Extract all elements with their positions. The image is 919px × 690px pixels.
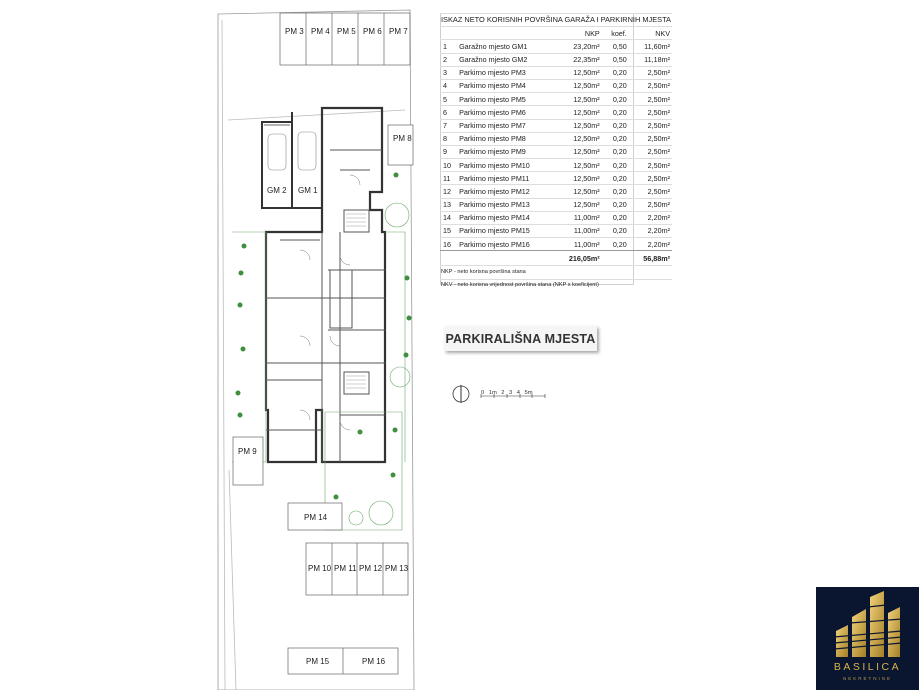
parking-row-top (280, 13, 410, 65)
row-number: 1 (440, 40, 458, 53)
pm16-label: PM 16 (362, 657, 386, 666)
row-name: Parkirno mjesto PM15 (458, 225, 551, 238)
table-row (440, 132, 672, 145)
row-number: 15 (440, 225, 458, 238)
row-number: 6 (440, 106, 458, 119)
basilica-logo (816, 587, 919, 690)
row-name: Parkirno mjesto PM16 (458, 238, 551, 251)
table-row (440, 145, 672, 158)
row-number: 2 (440, 53, 458, 66)
row-nkp: 23,20m² (551, 40, 601, 53)
row-koef: 0,20 (601, 79, 628, 92)
row-koef: 0,20 (601, 132, 628, 145)
row-koef: 0,50 (601, 53, 628, 66)
building-outline (266, 108, 385, 462)
row-nkv: 2,50m² (628, 172, 672, 185)
row-nkp: 22,35m² (551, 53, 601, 66)
section-banner: PARKIRALIŠNA MJESTA (444, 326, 597, 351)
row-nkv: 2,50m² (628, 66, 672, 79)
row-koef: 0,20 (601, 106, 628, 119)
table-row (440, 53, 672, 66)
scale-bar (450, 383, 550, 413)
row-nkv: 2,50m² (628, 145, 672, 158)
area-table (440, 13, 672, 292)
row-koef: 0,50 (601, 40, 628, 53)
row-nkv: 11,60m² (628, 40, 672, 53)
pm10-label: PM 10 (308, 564, 332, 573)
gm1-label: GM 1 (298, 186, 318, 195)
row-name: Parkirno mjesto PM11 (458, 172, 551, 185)
pm5-label: PM 5 (337, 27, 356, 36)
logo-subtitle: NEKRETNINE (842, 676, 892, 681)
row-name: Parkirno mjesto PM9 (458, 145, 551, 158)
row-koef: 0,20 (601, 238, 628, 251)
interior-walls (266, 150, 385, 462)
table-row (440, 40, 672, 53)
pm6-label: PM 6 (363, 27, 382, 36)
row-nkv: 2,50m² (628, 79, 672, 92)
row-name: Parkirno mjesto PM3 (458, 66, 551, 79)
row-number: 3 (440, 66, 458, 79)
total-nkv: 56,88m² (628, 251, 672, 266)
row-name: Parkirno mjesto PM12 (458, 185, 551, 198)
table-row (440, 93, 672, 106)
row-number: 4 (440, 79, 458, 92)
row-nkp: 12,50m² (551, 159, 601, 172)
scale-labels (481, 390, 537, 396)
total-nkp: 216,05m² (551, 251, 601, 266)
row-nkv: 2,20m² (628, 225, 672, 238)
row-name: Garažno mjesto GM1 (458, 40, 551, 53)
row-nkp: 11,00m² (551, 238, 601, 251)
row-number: 5 (440, 93, 458, 106)
row-nkv: 2,50m² (628, 185, 672, 198)
scale-label: 5m (524, 390, 533, 396)
pm9-bay (233, 437, 263, 485)
row-name: Parkirno mjesto PM4 (458, 79, 551, 92)
row-koef: 0,20 (601, 145, 628, 158)
pm13-label: PM 13 (385, 564, 409, 573)
row-nkp: 12,50m² (551, 119, 601, 132)
table-title: ISKAZ NETO KORISNIH POVRŠINA GARAŽA I PARKIRNIH MJESTA (440, 14, 672, 27)
table-totals-row (440, 251, 672, 266)
pm14-label: PM 14 (304, 513, 328, 522)
pm8-label: PM 8 (393, 134, 412, 143)
pm9-label: PM 9 (238, 447, 257, 456)
table-row (440, 238, 672, 251)
row-number: 13 (440, 198, 458, 211)
scale-label: 3 (509, 390, 513, 396)
row-number: 9 (440, 145, 458, 158)
row-koef: 0,20 (601, 225, 628, 238)
row-koef: 0,20 (601, 66, 628, 79)
row-nkv: 2,20m² (628, 211, 672, 224)
row-koef: 0,20 (601, 159, 628, 172)
row-nkv: 2,50m² (628, 198, 672, 211)
pm15-label: PM 15 (306, 657, 330, 666)
table-row (440, 211, 672, 224)
header-nkp: NKP (551, 27, 601, 40)
legend-nkp: NKP - neto korisna površina stana (440, 266, 672, 279)
row-nkv: 11,18m² (628, 53, 672, 66)
row-name: Parkirno mjesto PM14 (458, 211, 551, 224)
row-nkp: 11,00m² (551, 211, 601, 224)
table-row (440, 106, 672, 119)
table-row (440, 119, 672, 132)
table-row (440, 198, 672, 211)
legend-nkv: NKV - neto korisna vrijednost površina stana (NKP x koeficijent) (440, 279, 672, 292)
row-nkp: 12,50m² (551, 145, 601, 158)
row-name: Parkirno mjesto PM7 (458, 119, 551, 132)
scale-label: 2 (501, 390, 505, 396)
row-koef: 0,20 (601, 93, 628, 106)
row-nkv: 2,20m² (628, 238, 672, 251)
row-name: Parkirno mjesto PM13 (458, 198, 551, 211)
pm8-bay (388, 125, 413, 165)
row-nkv: 2,50m² (628, 93, 672, 106)
logo-brand-name: BASILICA (833, 661, 902, 673)
row-name: Parkirno mjesto PM5 (458, 93, 551, 106)
table-row (440, 66, 672, 79)
row-name: Parkirno mjesto PM6 (458, 106, 551, 119)
table-row (440, 159, 672, 172)
site-plan (0, 0, 440, 690)
table-row (440, 185, 672, 198)
row-number: 11 (440, 172, 458, 185)
row-number: 14 (440, 211, 458, 224)
row-koef: 0,20 (601, 211, 628, 224)
pm7-label: PM 7 (389, 27, 408, 36)
row-koef: 0,20 (601, 172, 628, 185)
table-row (440, 172, 672, 185)
row-nkv: 2,50m² (628, 132, 672, 145)
row-nkp: 12,50m² (551, 132, 601, 145)
row-number: 16 (440, 238, 458, 251)
table-row (440, 79, 672, 92)
gm2-label: GM 2 (267, 186, 287, 195)
header-koef: koef. (601, 27, 628, 40)
row-name: Parkirno mjesto PM8 (458, 132, 551, 145)
row-nkv: 2,50m² (628, 159, 672, 172)
row-nkp: 12,50m² (551, 172, 601, 185)
scale-label: 0 (481, 390, 485, 396)
row-nkp: 12,50m² (551, 106, 601, 119)
pm12-label: PM 12 (359, 564, 383, 573)
building-logo-icon (816, 587, 919, 690)
row-nkp: 12,50m² (551, 185, 601, 198)
row-number: 7 (440, 119, 458, 132)
pm4-label: PM 4 (311, 27, 330, 36)
row-nkv: 2,50m² (628, 119, 672, 132)
row-name: Garažno mjesto GM2 (458, 53, 551, 66)
row-name: Parkirno mjesto PM10 (458, 159, 551, 172)
row-number: 8 (440, 132, 458, 145)
table-row (440, 225, 672, 238)
row-nkp: 11,00m² (551, 225, 601, 238)
scale-label: 4 (516, 390, 520, 396)
row-koef: 0,20 (601, 185, 628, 198)
table-title-row (440, 14, 672, 27)
row-nkp: 12,50m² (551, 93, 601, 106)
row-nkp: 12,50m² (551, 79, 601, 92)
pm3-label: PM 3 (285, 27, 304, 36)
row-nkp: 12,50m² (551, 198, 601, 211)
row-nkp: 12,50m² (551, 66, 601, 79)
scale-label: 1m (488, 390, 497, 396)
legend-row (440, 266, 672, 279)
row-nkv: 2,50m² (628, 106, 672, 119)
table-header-row (440, 27, 672, 40)
row-koef: 0,20 (601, 198, 628, 211)
row-number: 10 (440, 159, 458, 172)
legend-row (440, 279, 672, 292)
row-koef: 0,20 (601, 119, 628, 132)
header-nkv: NKV (628, 27, 672, 40)
pm11-label: PM 11 (334, 564, 357, 573)
row-number: 12 (440, 185, 458, 198)
